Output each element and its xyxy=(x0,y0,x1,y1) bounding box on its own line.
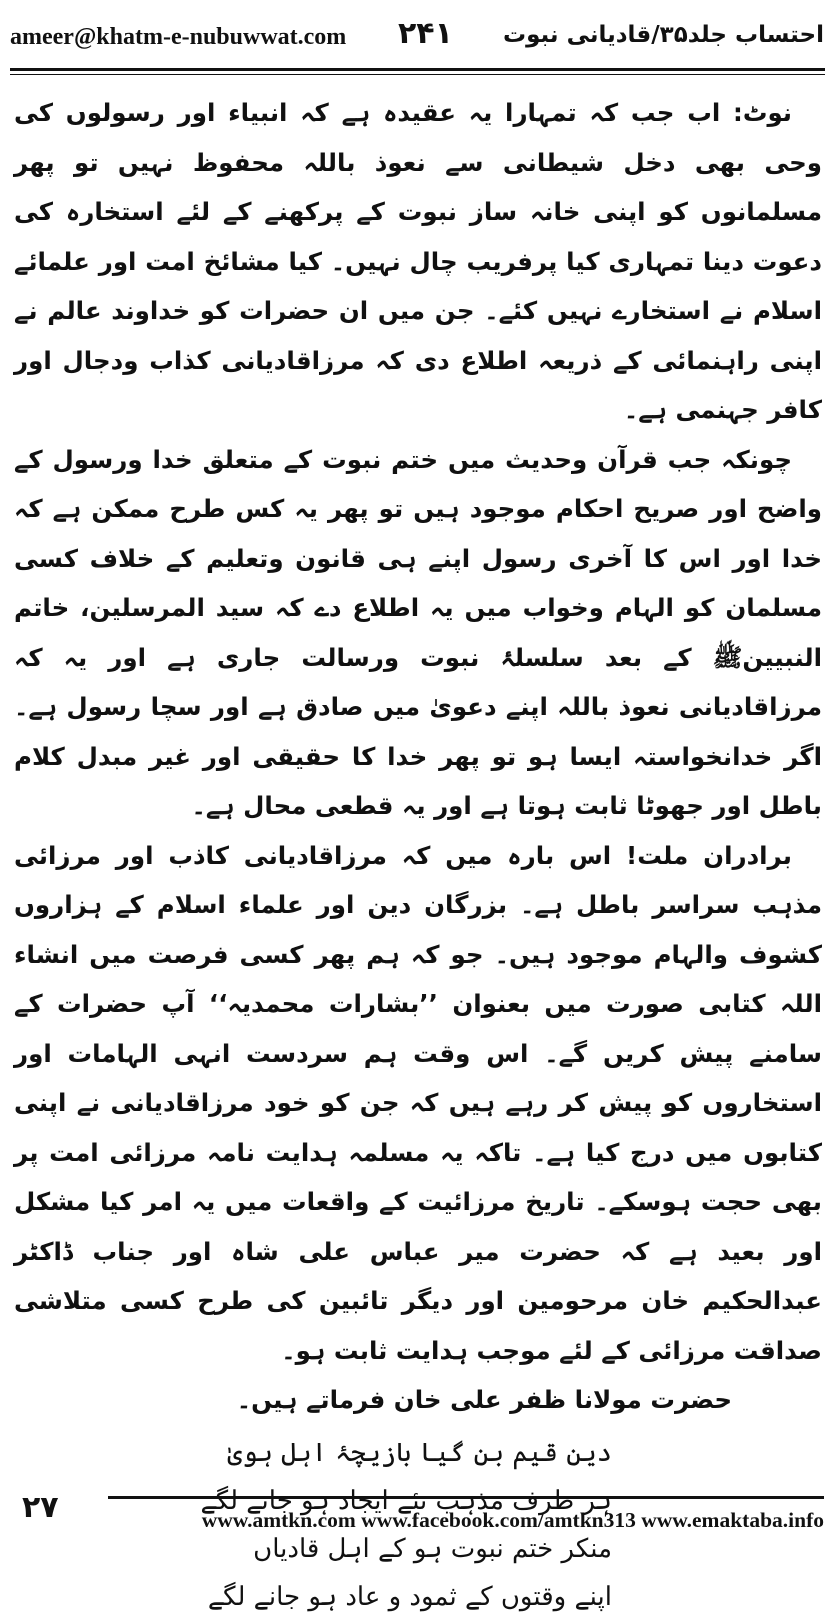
page-header xyxy=(0,0,840,82)
page-body xyxy=(14,88,822,1621)
footer-links: www.amtkn.com www.facebook.com/amtkn313 www.emaktaba.info xyxy=(201,1508,824,1532)
header-divider-thin xyxy=(10,74,825,75)
header-divider xyxy=(10,68,825,71)
poem-line: دین قیم بن گیا بازیچۂ اہل ہویٰ xyxy=(227,1437,612,1468)
header-page-number: ۲۴۱ xyxy=(398,16,453,51)
paragraph-brethren: برادران ملت! اس بارہ میں کہ مرزاقادیانی کاذب اور مرزائی مذہب سراسر باطل ہے۔ بزرگان دین اور علماء اسلام کے ہزاروں کشوف والہام موجود ہیں۔ جو کہ ہم پھر کسی فرصت میں انشاء اللہ کتابی صورت میں بعنوان ’’بشارات محمدیہ‘‘ آپ حضرات کے سامنے پیش کریں گے۔ اس وقت ہم سردست انہی الہامات اور استخاروں کو پیش کر رہے ہیں کہ جن کو خود مرزاقادیانی نے اپنی کتابوں میں درج کیا ہے۔ تاکہ یہ مسلمہ ہدایت نامہ مرزائی امت پر بھی حجت ہوسکے۔ تاریخ مرزائیت کے واقعات میں یہ امر کیا مشکل اور بعید ہے کہ حضرت میر عباس علی شاہ اور جناب ڈاکٹر عبدالحکیم خان مرحومین اور دیگر تائبین کی طرح کسی متلاشی صداقت مرزائی کے لئے موجب ہدایت ثابت ہو۔ xyxy=(14,840,822,1365)
paragraph-quran-hadith: چونکہ جب قرآن وحدیث میں ختم نبوت کے متعلق خدا ورسول کے واضح اور صریح احکام موجود ہیں تو پھر یہ کس طرح ممکن ہے کہ خدا اور اس کا آخری رسول اپنے ہی قانون وتعلیم کے خلاف کسی مسلمان کو الہام وخواب میں یہ اطلاع دے کہ سید المرسلین، خاتم النبیینﷺ کے بعد سلسلۂ نبوت ورسالت جاری ہے اور یہ کہ مرزاقادیانی نعوذ باللہ اپنے دعویٰ میں صادق ہے اور سچا رسول ہے۔ اگر خدانخواستہ ایسا ہو تو پھر خدا کا حقیقی اور غیر مبدل کلام باطل اور جھوٹا ثابت ہوتا ہے اور یہ قطعی محال ہے۔ xyxy=(14,444,822,820)
page-footer xyxy=(0,1488,840,1540)
paragraph-note: نوٹ: اب جب کہ تمہارا یہ عقیدہ ہے کہ انبیاء اور رسولوں کی وحی بھی دخل شیطانی سے نعوذ باللہ محفوظ نہیں تو پھر مسلمانوں کو اپنی خانہ ساز نبوت کے پرکھنے کے لئے استخارہ کی دعوت دینا تمہاری کیا پرفریب چال نہیں۔ کیا مشائخ امت اور علمائے اسلام نے استخارے نہیں کئے۔ جن میں ان حضرات کو خداوند عالم نے اپنی راہنمائی کے ذریعہ اطلاع دی کہ مرزاقادیانی کذاب ودجال اور کافر جہنمی ہے۔ xyxy=(14,98,822,424)
poem-line: منکر ختم نبوت ہو کے اہل قادیاں xyxy=(253,1533,612,1564)
footer-page-number: ۲۷ xyxy=(22,1490,59,1525)
poem-line: ہر طرف مذہب نئے ایجاد ہو جانے لگے xyxy=(200,1485,612,1516)
header-title: احتساب جلد۳۵/قادیانی نبوت xyxy=(503,22,824,48)
poem-intro: حضرت مولانا ظفر علی خان فرماتے ہیں۔ xyxy=(236,1385,732,1414)
header-email: ameer@khatm-e-nubuwwat.com xyxy=(10,24,347,50)
poem-line: اپنے وقتوں کے ثمود و عاد ہو جانے لگے xyxy=(207,1581,612,1612)
